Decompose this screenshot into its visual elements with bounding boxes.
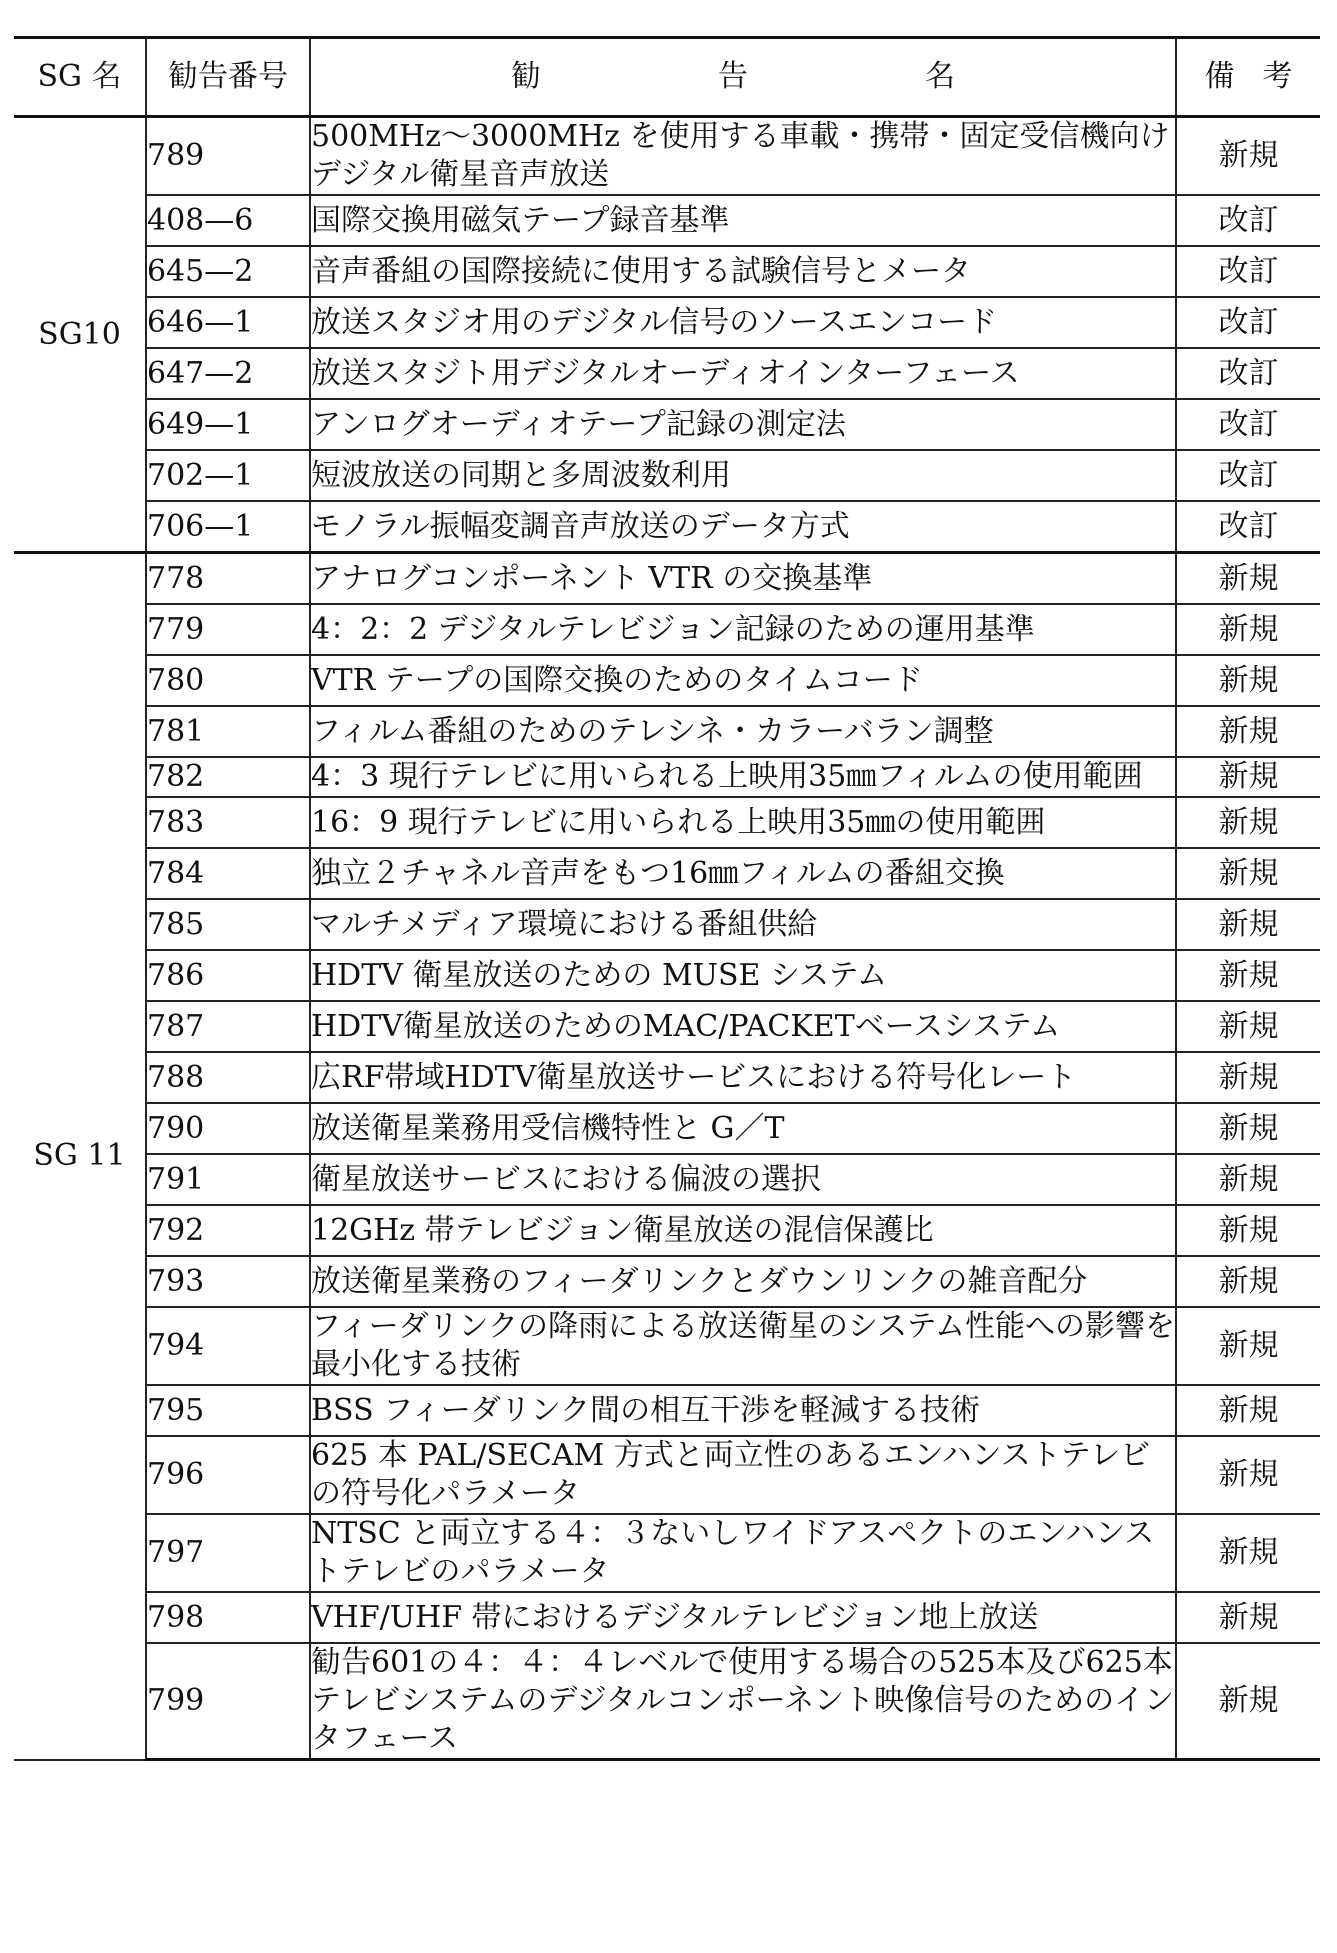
recommendation-name: BSS フィーダリンク間の相互干渉を軽減する技術 [310, 1385, 1176, 1436]
table-row [14, 1436, 1320, 1514]
recommendation-note: 新規 [1176, 1154, 1320, 1205]
recommendation-number: 797 [146, 1514, 310, 1592]
recommendation-name: 12GHz 帯テレビジョン衛星放送の混信保護比 [310, 1205, 1176, 1256]
table-row [14, 848, 1320, 899]
header-note-char: 考 [1262, 59, 1293, 94]
recommendation-number: 649—1 [146, 399, 310, 450]
table-row [14, 1307, 1320, 1385]
header-sg: SG 名 [14, 38, 146, 117]
recommendation-note: 新規 [1176, 604, 1320, 655]
table-row [14, 1643, 1320, 1760]
recommendation-number: 782 [146, 757, 310, 797]
recommendation-number: 645—2 [146, 246, 310, 297]
recommendation-note: 新規 [1176, 655, 1320, 706]
recommendation-number: 646—1 [146, 297, 310, 348]
recommendation-note: 新規 [1176, 950, 1320, 1001]
table-row [14, 1256, 1320, 1307]
recommendation-name: HDTV衛星放送のためのMAC/PACKETベースシステム [310, 1001, 1176, 1052]
recommendation-note: 改訂 [1176, 246, 1320, 297]
recommendation-name: モノラル振幅変調音声放送のデータ方式 [310, 501, 1176, 553]
table-row [14, 1385, 1320, 1436]
table-row [14, 604, 1320, 655]
recommendation-number: 794 [146, 1307, 310, 1385]
recommendation-note: 新規 [1176, 1001, 1320, 1052]
recommendation-number: 791 [146, 1154, 310, 1205]
header-note [1176, 38, 1320, 117]
table-header [14, 38, 1320, 117]
recommendation-number: 788 [146, 1052, 310, 1103]
header-name-char: 告 [718, 59, 748, 94]
header-number: 勧告番号 [146, 38, 310, 117]
table-row [14, 1154, 1320, 1205]
recommendation-name: 音声番組の国際接続に使用する試験信号とメータ [310, 246, 1176, 297]
recommendation-number: 783 [146, 797, 310, 848]
table-row [14, 450, 1320, 501]
recommendation-name: 衛星放送サービスにおける偏波の選択 [310, 1154, 1176, 1205]
table-row [14, 757, 1320, 797]
recommendation-name: 国際交換用磁気テープ録音基準 [310, 195, 1176, 246]
recommendation-name: フィーダリンクの降雨による放送衛星のシステム性能への影響を最小化する技術 [310, 1307, 1176, 1385]
table-row [14, 706, 1320, 757]
recommendation-note: 改訂 [1176, 501, 1320, 553]
recommendation-note: 改訂 [1176, 297, 1320, 348]
recommendation-name: 放送スタジオ用のデジタル信号のソースエンコード [310, 297, 1176, 348]
recommendation-name: アンログオーディオテープ記録の測定法 [310, 399, 1176, 450]
recommendation-name: フィルム番組のためのテレシネ・カラーバラン調整 [310, 706, 1176, 757]
table-row [14, 553, 1320, 605]
table-row [14, 1592, 1320, 1643]
recommendation-note: 新規 [1176, 1256, 1320, 1307]
recommendation-name: 放送衛星業務用受信機特性と G／T [310, 1103, 1176, 1154]
sg-group-label: SG10 [14, 117, 146, 553]
recommendation-name: 4：2：2 デジタルテレビジョン記録のための運用基準 [310, 604, 1176, 655]
recommendation-note: 新規 [1176, 848, 1320, 899]
recommendation-name: マルチメディア環境における番組供給 [310, 899, 1176, 950]
recommendation-number: 784 [146, 848, 310, 899]
table-row [14, 1052, 1320, 1103]
recommendation-name: 放送衛星業務のフィーダリンクとダウンリンクの雑音配分 [310, 1256, 1176, 1307]
table-row [14, 399, 1320, 450]
recommendation-number: 796 [146, 1436, 310, 1514]
recommendation-number: 789 [146, 117, 310, 196]
recommendation-note: 改訂 [1176, 450, 1320, 501]
recommendation-note: 改訂 [1176, 195, 1320, 246]
sg-group-label: SG 11 [14, 553, 146, 1760]
recommendation-name: VTR テープの国際交換のためのタイムコード [310, 655, 1176, 706]
table-row [14, 797, 1320, 848]
recommendation-note: 新規 [1176, 1385, 1320, 1436]
table-row [14, 1205, 1320, 1256]
table-row [14, 195, 1320, 246]
recommendation-name: VHF/UHF 帯におけるデジタルテレビジョン地上放送 [310, 1592, 1176, 1643]
recommendation-note: 新規 [1176, 553, 1320, 605]
table-row [14, 899, 1320, 950]
recommendation-note: 新規 [1176, 1592, 1320, 1643]
recommendation-number: 779 [146, 604, 310, 655]
recommendation-number: 785 [146, 899, 310, 950]
recommendation-number: 799 [146, 1643, 310, 1760]
recommendation-name: 独立２チャネル音声をもつ16㎜フィルムの番組交換 [310, 848, 1176, 899]
header-note-chars [1177, 58, 1320, 96]
recommendation-number: 781 [146, 706, 310, 757]
table-row [14, 117, 1320, 196]
recommendation-name: 勧告601の４：４：４レベルで使用する場合の525本及び625本テレビシステムのデジタルコンポーネント映像信号のためのインタフェース [310, 1643, 1176, 1760]
recommendation-number: 793 [146, 1256, 310, 1307]
table-row [14, 950, 1320, 1001]
recommendation-number: 798 [146, 1592, 310, 1643]
recommendation-note: 新規 [1176, 1643, 1320, 1760]
recommendation-note: 新規 [1176, 1436, 1320, 1514]
recommendation-number: 408—6 [146, 195, 310, 246]
recommendation-number: 702—1 [146, 450, 310, 501]
table-row [14, 1103, 1320, 1154]
recommendation-number: 792 [146, 1205, 310, 1256]
header-note-char: 備 [1204, 59, 1235, 94]
header-row [14, 38, 1320, 117]
recommendation-name: 500MHz〜3000MHz を使用する車載・携帯・固定受信機向けデジタル衛星音声放送 [310, 117, 1176, 196]
recommendation-name: 625 本 PAL/SECAM 方式と両立性のあるエンハンストテレビの符号化パラメータ [310, 1436, 1176, 1514]
recommendation-note: 新規 [1176, 1103, 1320, 1154]
recommendation-name: アナログコンポーネント VTR の交換基準 [310, 553, 1176, 605]
table-row [14, 297, 1320, 348]
recommendation-number: 787 [146, 1001, 310, 1052]
table-row [14, 501, 1320, 553]
recommendation-note: 改訂 [1176, 348, 1320, 399]
recommendation-number: 790 [146, 1103, 310, 1154]
recommendation-number: 795 [146, 1385, 310, 1436]
recommendation-note: 新規 [1176, 1052, 1320, 1103]
header-name-chars [311, 58, 1175, 96]
recommendation-note: 新規 [1176, 899, 1320, 950]
recommendation-note: 新規 [1176, 757, 1320, 797]
recommendation-number: 786 [146, 950, 310, 1001]
recommendation-note: 新規 [1176, 1307, 1320, 1385]
table-row [14, 655, 1320, 706]
recommendation-name: 広RF帯域HDTV衛星放送サービスにおける符号化レート [310, 1052, 1176, 1103]
recommendation-note: 新規 [1176, 117, 1320, 196]
recommendation-number: 647—2 [146, 348, 310, 399]
header-name-char: 名 [925, 59, 955, 94]
recommendation-number: 778 [146, 553, 310, 605]
recommendation-number: 780 [146, 655, 310, 706]
recommendation-name: 短波放送の同期と多周波数利用 [310, 450, 1176, 501]
recommendation-name: 放送スタジト用デジタルオーディオインターフェース [310, 348, 1176, 399]
recommendation-name: 16：9 現行テレビに用いられる上映用35㎜の使用範囲 [310, 797, 1176, 848]
recommendation-note: 新規 [1176, 1514, 1320, 1592]
table-row [14, 348, 1320, 399]
recommendation-name: NTSC と両立する４：３ないしワイドアスペクトのエンハンストテレビのパラメータ [310, 1514, 1176, 1592]
recommendation-note: 新規 [1176, 706, 1320, 757]
table-row [14, 1514, 1320, 1592]
recommendation-number: 706—1 [146, 501, 310, 553]
header-name-char: 勧 [511, 59, 541, 94]
table-row [14, 1001, 1320, 1052]
header-name [310, 38, 1176, 117]
recommendations-table [14, 36, 1320, 1761]
recommendation-note: 新規 [1176, 1205, 1320, 1256]
recommendation-name: 4：3 現行テレビに用いられる上映用35㎜フィルムの使用範囲 [310, 757, 1176, 797]
table-body [14, 117, 1320, 1760]
table-row [14, 246, 1320, 297]
recommendation-name: HDTV 衛星放送のための MUSE システム [310, 950, 1176, 1001]
recommendation-note: 改訂 [1176, 399, 1320, 450]
recommendation-note: 新規 [1176, 797, 1320, 848]
